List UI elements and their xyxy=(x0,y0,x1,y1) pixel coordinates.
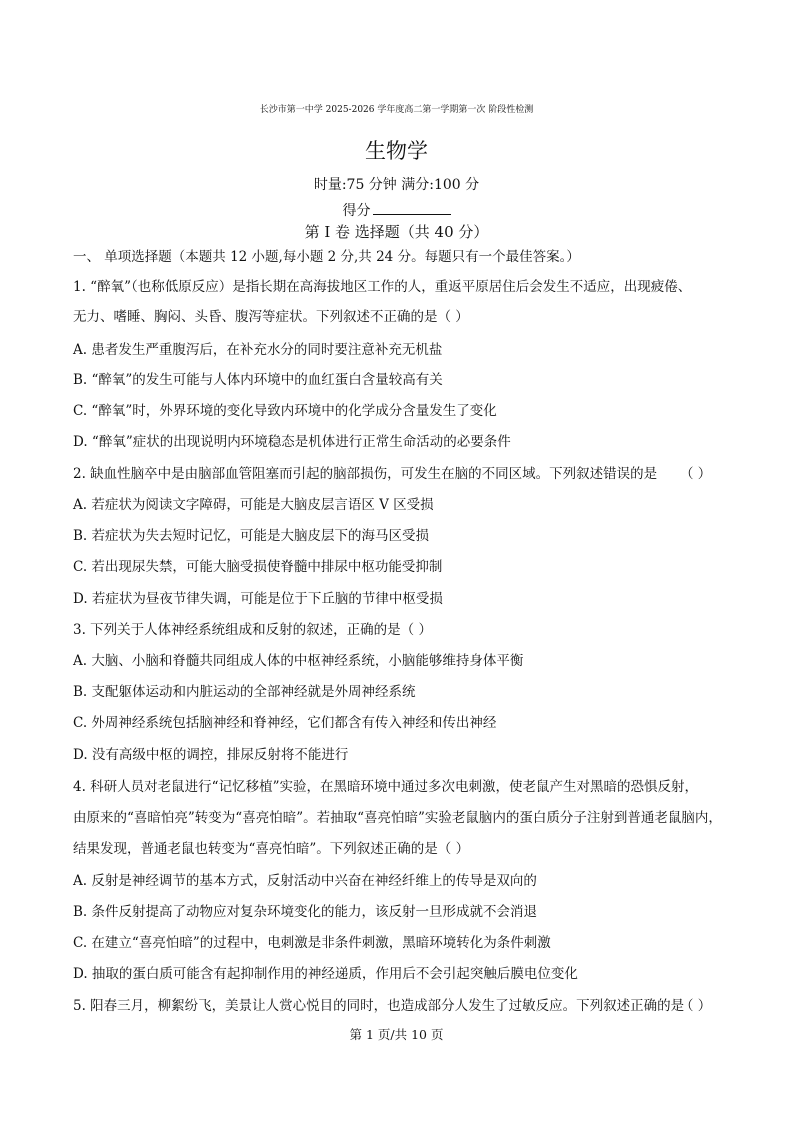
exam-subject: 生物学 xyxy=(365,139,428,163)
time-and-score-info: 时量:75 分钟 满分:100 分 xyxy=(313,177,480,193)
question-5-answer-paren: （ ） xyxy=(680,998,712,1014)
score-label: 得分 xyxy=(342,203,371,219)
question-1-option-b: B. “醉氧”的发生可能与人体内环境中的血红蛋白含量较高有关 xyxy=(73,372,443,388)
question-1-option-d: D. “醉氧”症状的出现说明内环境稳态是机体进行正常生命活动的必要条件 xyxy=(73,434,511,450)
question-2-option-c: C. 若出现尿失禁，可能大脑受损使脊髓中排尿中枢功能受抑制 xyxy=(73,559,443,575)
question-2-stem: 2. 缺血性脑卒中是由脑部血管阻塞而引起的脑部损伤，可发生在脑的不同区域。下列叙述错误的是 xyxy=(73,466,658,482)
question-2-option-d: D. 若症状为昼夜节律失调，可能是位于下丘脑的节律中枢受损 xyxy=(73,591,443,607)
section-title: 第 I 卷 选择题（共 40 分） xyxy=(304,223,489,241)
question-1-stem-line-2: 无力、嗜睡、胸闷、头昏、腹泻等症状。下列叙述不正确的是（ ） xyxy=(73,309,469,325)
question-4-stem-line-3: 结果发现，普通老鼠也转变为“喜亮怕暗”。下列叙述正确的是（ ） xyxy=(73,841,470,857)
score-field xyxy=(0,200,793,221)
question-3-option-b: B. 支配躯体运动和内脏运动的全部神经就是外周神经系统 xyxy=(73,684,416,700)
question-4-option-d: D. 抽取的蛋白质可能含有起抑制作用的神经递质，作用后不会引起突触后膜电位变化 xyxy=(73,966,578,982)
question-4-option-b: B. 条件反射提高了动物应对复杂环境变化的能力，该反射一旦形成就不会消退 xyxy=(73,904,538,920)
page-number: 第 1 页/共 10 页 xyxy=(349,1027,444,1042)
question-3-option-c: C. 外周神经系统包括脑神经和脊神经，它们都含有传入神经和传出神经 xyxy=(73,715,497,731)
question-1-option-a: A. 患者发生严重腹泻后，在补充水分的同时要注意补充无机盐 xyxy=(73,342,443,358)
question-3-option-d: D. 没有高级中枢的调控，排尿反射将不能进行 xyxy=(73,747,349,763)
question-4-option-c: C. 在建立“喜亮怕暗”的过程中，电刺激是非条件刺激，黑暗环境转化为条件刺激 xyxy=(73,935,551,951)
question-4-stem-line-2: 由原来的“喜暗怕亮”转变为“喜亮怕暗”。若抽取“喜亮怕暗”实验老鼠脑内的蛋白质分子注射到普通老鼠脑内， xyxy=(73,810,722,826)
question-4-stem-line-1: 4. 科研人员对老鼠进行“记忆移植”实验，在黑暗环境中通过多次电刺激，使老鼠产生对黑暗的恐惧反射， xyxy=(73,779,698,795)
section-instruction: 一、 单项选择题（本题共 12 小题,每小题 2 分,共 24 分。每题只有一个最佳答案。） xyxy=(73,249,580,265)
exam-title: 长沙市第一中学 2025-2026 学年度高二第一学期第一次 阶段性检测 xyxy=(259,105,534,115)
question-1-option-c: C. “醉氧”时，外界环境的变化导致内环境中的化学成分含量发生了变化 xyxy=(73,403,497,419)
question-2-option-b: B. 若症状为失去短时记忆，可能是大脑皮层下的海马区受损 xyxy=(73,528,430,544)
question-3-stem: 3. 下列关于人体神经系统组成和反射的叙述，正确的是（ ） xyxy=(73,622,432,638)
question-2-answer-paren: （ ） xyxy=(680,466,712,482)
question-4-option-a: A. 反射是神经调节的基本方式，反射活动中兴奋在神经纤维上的传导是双向的 xyxy=(73,873,537,889)
question-1-stem-line-1: 1. “醉氧”（也称低原反应）是指长期在高海拔地区工作的人，重返平原居住后会发生不适应，出现疲倦、 xyxy=(73,279,692,295)
question-3-option-a: A. 大脑、小脑和脊髓共同组成人体的中枢神经系统，小脑能够维持身体平衡 xyxy=(73,653,524,669)
question-2-option-a: A. 若症状为阅读文字障碍，可能是大脑皮层言语区 V 区受损 xyxy=(73,497,434,513)
score-blank xyxy=(373,200,451,215)
question-5-stem: 5. 阳春三月，柳絮纷飞，美景让人赏心悦目的同时，也造成部分人发生了过敏反应。下列叙述正确的是 xyxy=(73,998,685,1014)
